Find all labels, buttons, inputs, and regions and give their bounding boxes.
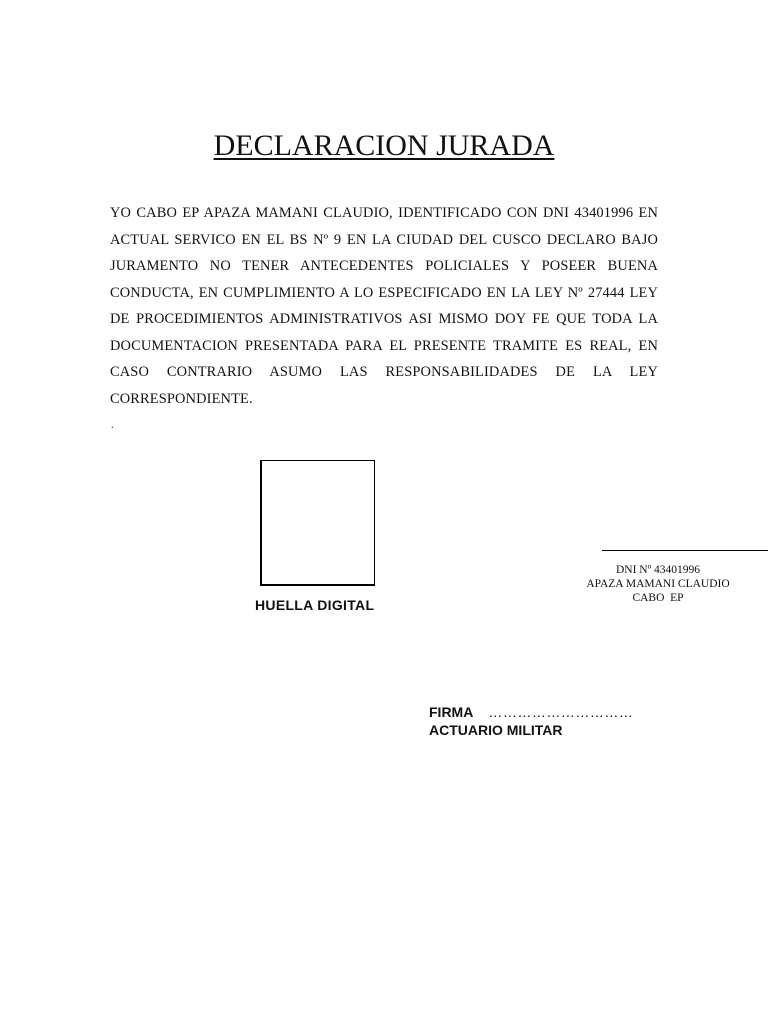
actuario-block	[429, 703, 633, 739]
actuario-role: ACTUARIO MILITAR	[429, 722, 563, 738]
fingerprint-label: HUELLA DIGITAL	[255, 597, 375, 613]
signature-name: APAZA MAMANI CLAUDIO	[586, 578, 730, 590]
signature-rank: CABO EP	[632, 592, 684, 604]
firma-row	[429, 703, 633, 721]
document-title: DECLARACION JURADA	[213, 129, 555, 162]
signature-line	[602, 550, 768, 551]
stray-dot: .	[111, 420, 114, 431]
signature-dni: DNI Nº 43401996	[615, 564, 701, 576]
signature-block	[568, 563, 748, 605]
declaration-body: YO CABO EP APAZA MAMANI CLAUDIO, IDENTIFICADO CON DNI 43401996 EN ACTUAL SERVICO EN EL BS Nº 9 EN LA CIUDAD DEL CUSCO DECLARO BAJO JURAMENTO NO TENER ANTECEDENTES POLICIALES Y POSEER BUENA CONDUCTA, EN CUMPLIMIENTO A LO ESPECIFICADO EN LA LEY Nº 27444 LEY DE PROCEDIMIENTOS ADMINISTRATIVOS ASI MISMO DOY FE QUE TODA LA DOCUMENTACION PRESENTADA PARA EL PRESENTE TRAMITE ES REAL, EN CASO CONTRARIO ASUMO LAS RESPONSABILIDADES DE LA LEY CORRESPONDIENTE.	[110, 205, 658, 407]
firma-label: FIRMA	[429, 704, 473, 720]
fingerprint-box	[260, 460, 375, 586]
firma-dots: …………………………	[488, 704, 634, 720]
